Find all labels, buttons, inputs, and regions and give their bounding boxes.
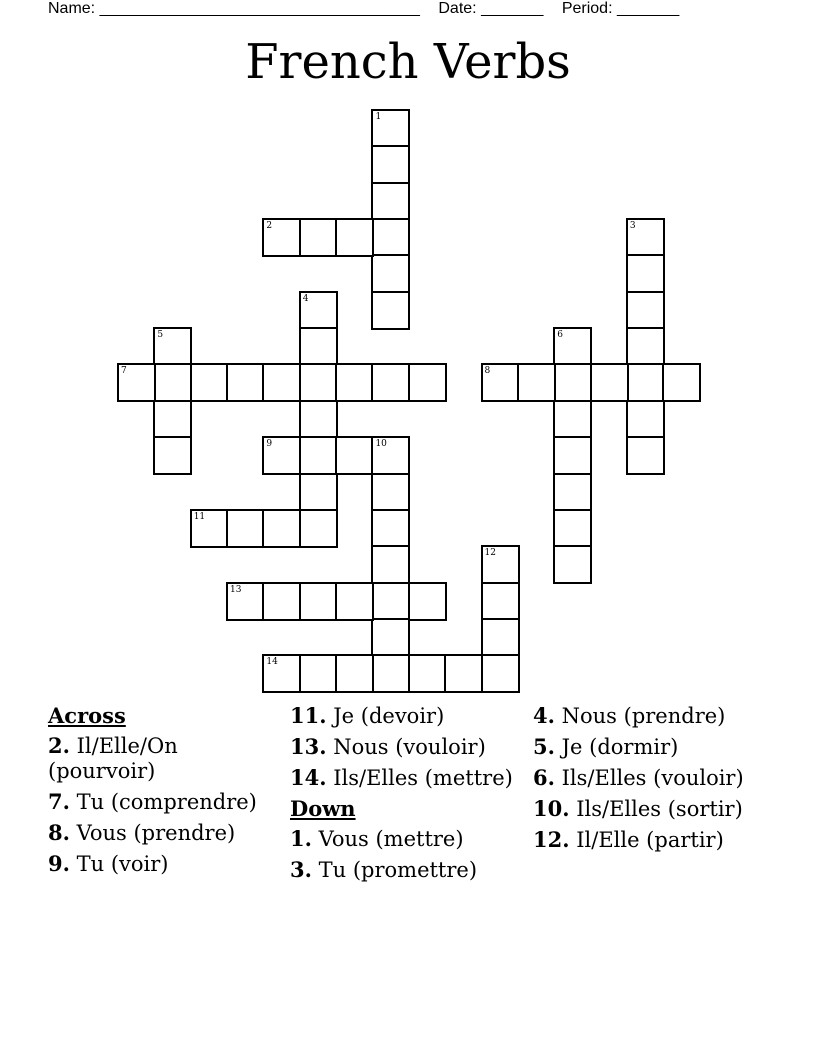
grid-cell[interactable]	[553, 400, 592, 439]
grid-cell[interactable]	[481, 582, 520, 621]
grid-cell[interactable]	[299, 473, 338, 512]
grid-cell[interactable]	[481, 363, 520, 402]
grid-cell[interactable]	[408, 363, 447, 402]
grid-cell[interactable]	[553, 545, 592, 584]
grid-cell[interactable]	[553, 363, 592, 402]
clue-number: 7	[121, 366, 127, 377]
grid-cell[interactable]	[371, 582, 410, 621]
grid-cell[interactable]	[408, 654, 447, 693]
clue-number: 6	[557, 330, 563, 341]
clue-across-9: 9. Tu (voir)	[48, 851, 169, 876]
grid-cell[interactable]	[626, 327, 665, 366]
across-heading: Across	[48, 703, 126, 728]
grid-cell[interactable]	[153, 327, 192, 366]
grid-cell[interactable]	[335, 363, 374, 402]
clue-across-8: 8. Vous (prendre)	[48, 820, 236, 845]
clue-across-13: 13. Nous (vouloir)	[290, 734, 486, 759]
clue-down-6: 6. Ils/Elles (vouloir)	[533, 765, 744, 790]
date-field-label: Date: _______	[438, 0, 544, 17]
clue-number: 12	[484, 548, 496, 559]
grid-cell[interactable]	[335, 218, 374, 257]
grid-cell[interactable]	[335, 582, 374, 621]
grid-cell[interactable]	[626, 254, 665, 293]
grid-cell[interactable]	[662, 363, 701, 402]
clues-column-1	[48, 703, 278, 882]
grid-cell[interactable]	[335, 654, 374, 693]
grid-cell[interactable]	[299, 400, 338, 439]
grid-cell[interactable]	[553, 473, 592, 512]
grid-cell[interactable]	[371, 254, 410, 293]
grid-cell[interactable]	[517, 363, 556, 402]
name-field-label: Name: ____________________________________	[48, 0, 420, 17]
grid-cell[interactable]	[371, 182, 410, 221]
clue-across-11: 11. Je (devoir)	[290, 703, 445, 728]
grid-cell[interactable]	[299, 654, 338, 693]
grid-cell[interactable]	[299, 218, 338, 257]
clue-number: 3	[629, 221, 636, 232]
grid-cell[interactable]	[299, 363, 338, 402]
grid-cell[interactable]	[190, 509, 229, 548]
grid-cell[interactable]	[226, 363, 265, 402]
clue-number: 8	[484, 366, 491, 377]
period-field-label: Period: _______	[561, 0, 680, 17]
clue-across-2: 2. Il/Elle/On (pourvoir)	[48, 733, 178, 783]
grid-cell[interactable]	[299, 436, 338, 475]
grid-cell[interactable]	[553, 327, 592, 366]
clues-column-2	[290, 703, 520, 888]
grid-cell[interactable]	[371, 473, 410, 512]
clue-across-14: 14. Ils/Elles (mettre)	[290, 765, 513, 790]
grid-cell[interactable]	[371, 218, 410, 257]
grid-cell[interactable]	[553, 509, 592, 548]
grid-cell[interactable]	[299, 509, 338, 548]
clue-number: 9	[266, 439, 273, 450]
grid-cell[interactable]	[371, 291, 410, 330]
grid-cell[interactable]	[335, 436, 374, 475]
grid-cell[interactable]	[262, 509, 301, 548]
clue-number: 13	[230, 584, 242, 595]
grid-cell[interactable]	[626, 291, 665, 330]
clue-down-4: 4. Nous (prendre)	[533, 703, 726, 728]
page-title: French Verbs	[245, 34, 571, 90]
clue-number: 1	[375, 112, 382, 122]
clue-down-12: 12. Il/Elle (partir)	[533, 827, 724, 852]
grid-cell[interactable]	[590, 363, 629, 402]
grid-cell[interactable]	[444, 654, 483, 693]
grid-cell[interactable]	[626, 218, 665, 257]
clue-number: 2	[266, 221, 273, 232]
grid-cell[interactable]	[262, 654, 301, 693]
grid-cell[interactable]	[262, 363, 301, 402]
grid-cell[interactable]	[262, 218, 301, 257]
grid-cell[interactable]	[371, 436, 410, 475]
grid-cell[interactable]	[262, 436, 301, 475]
grid-cell[interactable]	[226, 582, 265, 621]
grid-cell[interactable]	[481, 545, 520, 584]
grid-cell[interactable]	[408, 582, 447, 621]
grid-cell[interactable]	[299, 327, 338, 366]
clue-number: 14	[266, 657, 278, 668]
grid-cell[interactable]	[626, 363, 665, 402]
grid-cell[interactable]	[153, 400, 192, 439]
clue-number: 5	[157, 330, 164, 341]
grid-cell[interactable]	[299, 291, 338, 330]
clue-number: 11	[193, 511, 206, 522]
grid-cell[interactable]	[190, 363, 229, 402]
grid-cell[interactable]	[371, 363, 410, 402]
grid-cell[interactable]	[626, 400, 665, 439]
grid-cell[interactable]	[481, 654, 520, 693]
grid-cell[interactable]	[371, 618, 410, 657]
grid-cell[interactable]	[371, 545, 410, 584]
clue-across-7: 7. Tu (comprendre)	[48, 789, 257, 814]
grid-cell[interactable]	[262, 582, 301, 621]
grid-cell[interactable]	[371, 654, 410, 693]
clue-down-5: 5. Je (dormir)	[533, 734, 679, 759]
grid-cell[interactable]	[371, 509, 410, 548]
grid-cell[interactable]	[299, 582, 338, 621]
grid-cell[interactable]	[481, 618, 520, 657]
grid-cell[interactable]	[371, 145, 410, 184]
down-heading: Down	[290, 796, 356, 821]
grid-cell[interactable]	[626, 436, 665, 475]
grid-cell[interactable]	[371, 109, 410, 148]
clues-column-3	[533, 703, 763, 858]
grid-cell[interactable]	[226, 509, 265, 548]
clue-down-10: 10. Ils/Elles (sortir)	[533, 796, 743, 821]
clue-number: 4	[302, 293, 309, 304]
clue-down-1: 1. Vous (mettre)	[290, 826, 464, 851]
grid-cell[interactable]	[153, 363, 192, 402]
clue-number: 10	[375, 439, 387, 450]
grid-cell[interactable]	[153, 436, 192, 475]
grid-cell[interactable]	[117, 363, 156, 402]
clue-down-3: 3. Tu (promettre)	[290, 857, 478, 882]
grid-cell[interactable]	[553, 436, 592, 475]
